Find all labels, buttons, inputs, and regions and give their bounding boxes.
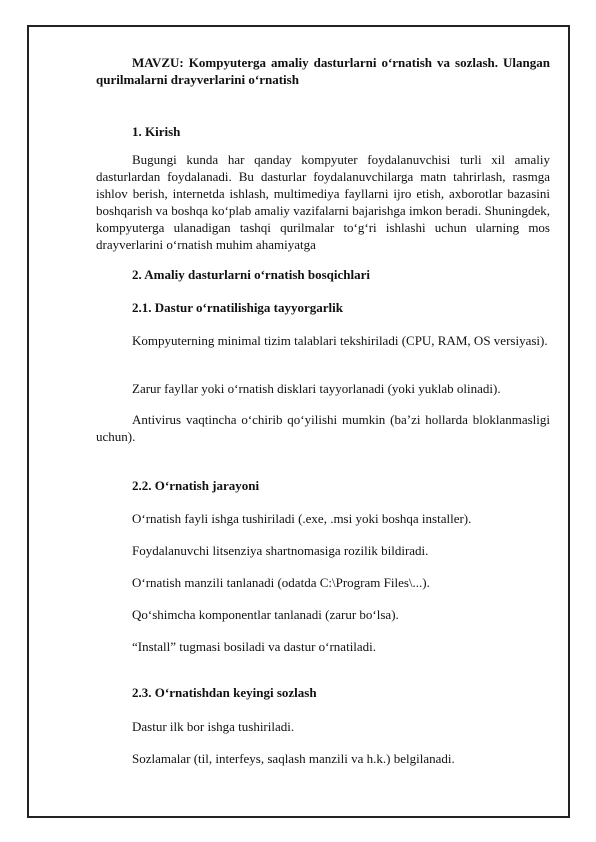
stages-heading: 2. Amaliy dasturlarni o‘rnatish bosqichlari	[132, 267, 370, 282]
list-item: Sozlamalar (til, interfeys, saqlash manzili va h.k.) belgilanadi.	[132, 751, 455, 766]
list-item: Zarur fayllar yoki o‘rnatish disklari tayyorlanadi (yoki yuklab olinadi).	[132, 381, 501, 396]
process-heading: 2.2. O‘rnatish jarayoni	[132, 478, 260, 493]
document-title: MAVZU: Kompyuterga amaliy dasturlarni o‘rnatish va sozlash. Ulangan qurilmalarni drayverlarini o‘rnatish	[96, 55, 550, 87]
list-item: Kompyuterning minimal tizim talablari tekshiriladi (CPU, RAM, OS versiyasi).	[132, 333, 548, 348]
list-item: “Install” tugmasi bosiladi va dastur o‘rnatiladi.	[132, 639, 377, 654]
prep-heading: 2.1. Dastur o‘rnatilishiga tayyorgarlik	[132, 300, 344, 315]
list-item: Foydalanuvchi litsenziya shartnomasiga rozilik bildiradi.	[132, 543, 429, 558]
list-item: Dastur ilk bor ishga tushiriladi.	[132, 719, 295, 734]
list-item: O‘rnatish manzili tanlanadi (odatda C:\Program Files\...).	[132, 575, 430, 590]
list-item: Qo‘shimcha komponentlar tanlanadi (zarur bo‘lsa).	[132, 607, 399, 622]
list-item: Antivirus vaqtincha o‘chirib qo‘yilishi mumkin (ba’zi hollarda bloklanmasligi uchun).	[96, 412, 550, 444]
intro-heading: 1. Kirish	[132, 124, 181, 139]
intro-paragraph: Bugungi kunda har qanday kompyuter foydalanuvchisi turli xil amaliy dasturlardan foydalanadi. Bu dasturlar foydalanuvchilarga matn tahrirlash, rasmga ishlov berish, internetda ishlash, multimediya fayllarni ijro etish, axborotlar bazasini boshqarish va boshqa ko‘plab amaliy vazifalarni bajarishga imkon beradi. Shuningdek, kompyuterga ulanadigan tashqi qurilmalar to‘g‘ri ishlashi uchun ularning mos drayverlarini o‘rnatish muhim ahamiyatga	[96, 152, 550, 252]
post-heading: 2.3. O‘rnatishdan keyingi sozlash	[132, 685, 317, 700]
list-item: O‘rnatish fayli ishga tushiriladi (.exe, .msi yoki boshqa installer).	[132, 511, 472, 526]
